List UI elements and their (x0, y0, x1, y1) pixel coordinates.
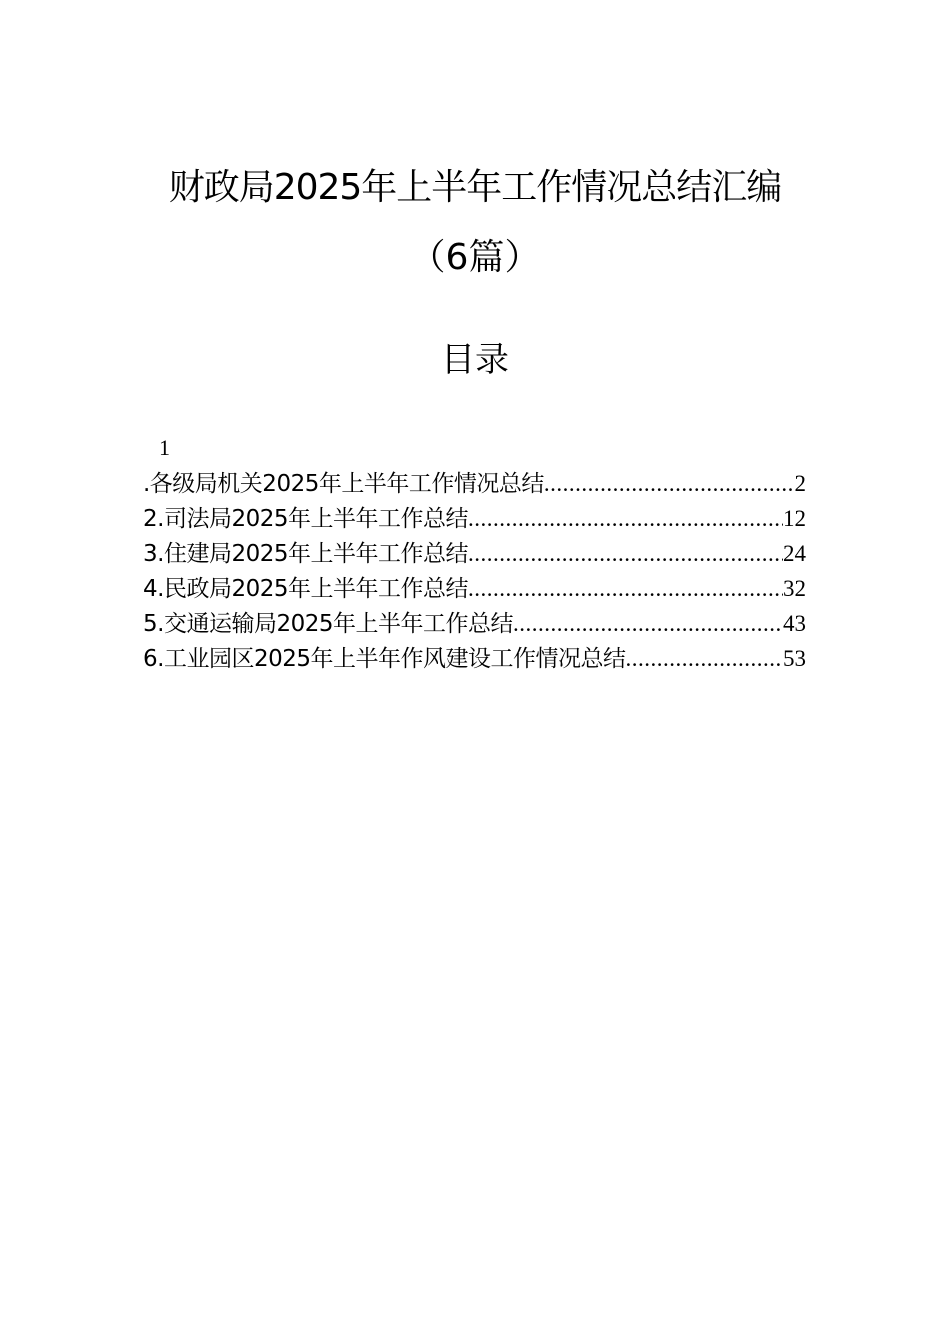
toc-dot-leader (468, 501, 783, 536)
document-subtitle: （6篇） (409, 237, 541, 278)
toc-entry-page: 12 (783, 506, 806, 531)
toc-dot-leader (513, 606, 783, 641)
toc-dot-leader (625, 641, 783, 676)
toc-entry-1[interactable] (143, 466, 806, 501)
toc-entry-page: 2 (794, 471, 806, 496)
document-title: 财政局2025年上半年工作情况总结汇编 (168, 167, 782, 208)
toc-dot-leader (468, 571, 783, 606)
toc-entry-4[interactable] (143, 571, 806, 606)
toc-entry-page: 43 (783, 611, 806, 636)
toc-entry-title: 5.交通运输局2025年上半年工作总结 (143, 611, 513, 637)
toc-dot-leader (544, 466, 795, 501)
toc-entry-3[interactable] (143, 536, 806, 571)
toc-entry-page: 53 (783, 646, 806, 671)
toc-entry-title: 3.住建局2025年上半年工作总结 (143, 541, 468, 567)
toc-stray-number: 1 (159, 435, 170, 460)
toc-entry-6[interactable] (143, 641, 806, 676)
table-of-contents (143, 466, 806, 676)
toc-entry-title: .各级局机关2025年上半年工作情况总结 (143, 471, 544, 497)
toc-entry-2[interactable] (143, 501, 806, 536)
toc-entry-title: 4.民政局2025年上半年工作总结 (143, 576, 468, 602)
toc-entry-title: 2.司法局2025年上半年工作总结 (143, 506, 468, 532)
toc-entry-title: 6.工业园区2025年上半年作风建设工作情况总结 (143, 646, 626, 672)
toc-entry-page: 32 (783, 576, 806, 601)
toc-entry-page: 24 (783, 541, 806, 566)
toc-dot-leader (468, 536, 783, 571)
toc-entry-5[interactable] (143, 606, 806, 641)
toc-heading: 目录 (441, 340, 509, 380)
